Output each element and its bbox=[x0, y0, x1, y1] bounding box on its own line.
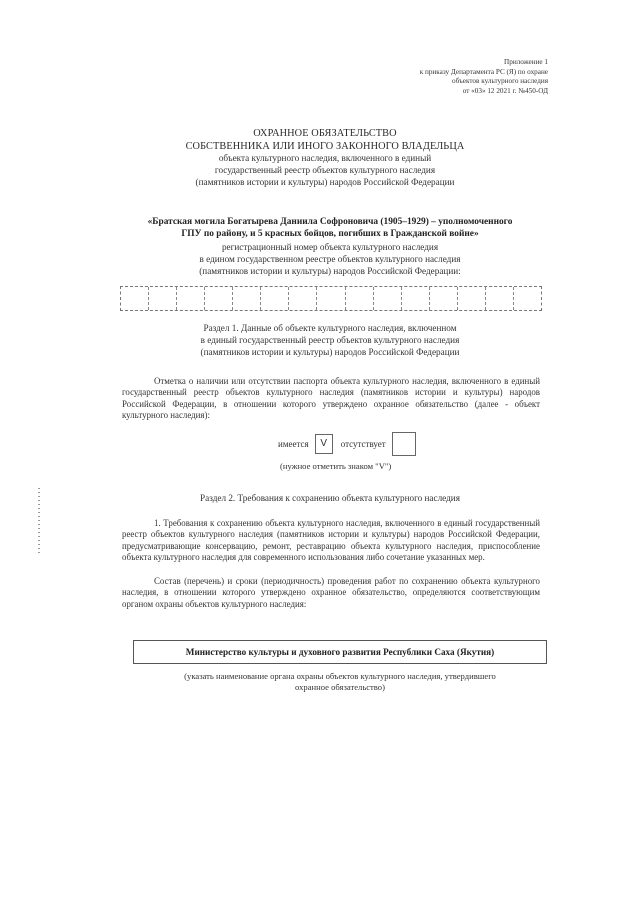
regnum-caption-line: в едином государственном реестре объектов культурного наследия bbox=[199, 253, 461, 264]
title-subtitle-line: государственный реестр объектов культурного наследия bbox=[214, 164, 436, 175]
title-line-1: ОХРАННОЕ ОБЯЗАТЕЛЬСТВО bbox=[253, 128, 397, 139]
appendix-line: Приложение 1 bbox=[504, 58, 548, 66]
regnum-grid bbox=[120, 286, 542, 311]
title-line-2: СОБСТВЕННИКА ИЛИ ИНОГО ЗАКОННОГО ВЛАДЕЛЬЦА bbox=[185, 141, 465, 152]
title-subtitle-line: объекта культурного наследия, включенного в единый bbox=[218, 153, 432, 163]
regnum-cell[interactable] bbox=[261, 287, 289, 310]
regnum-cell[interactable] bbox=[121, 287, 149, 310]
works-paragraph: Состав (перечень) и сроки (периодичность) проведения работ по сохранению объекта культурного наследия, в отношении которого утверждено охранное обязательство, определяются соответствующим органом охраны объектов культурного наследия: bbox=[122, 576, 540, 609]
regnum-cell[interactable] bbox=[458, 287, 486, 310]
object-name-line: ГПУ по району, и 5 красных бойцов, погибших в Гражданской войне» bbox=[181, 229, 479, 240]
regnum-cell[interactable] bbox=[402, 287, 430, 310]
requirements-paragraph: 1. Требования к сохранению объекта культурного наследия, включенного в единый государственный реестр объектов культурного наследия (памятников истории и культуры) народов Российской Федерации, предусматривающие консервацию, ремонт, реставрацию объекта культурного наследия, приспособление объекта культурного наследия для современного использования либо сочетание указанных мер. bbox=[122, 518, 540, 563]
regnum-cell[interactable] bbox=[430, 287, 458, 310]
section-1-heading bbox=[120, 323, 540, 358]
absent-checkbox[interactable] bbox=[392, 432, 416, 456]
appendix-line: объектов культурного наследия bbox=[451, 77, 548, 86]
regnum-cell[interactable] bbox=[205, 287, 233, 310]
margin-mark bbox=[38, 488, 40, 540]
present-label: имеется bbox=[278, 439, 309, 449]
regnum-caption bbox=[120, 242, 540, 277]
regnum-cell[interactable] bbox=[486, 287, 514, 310]
authority-hint-line: (указать наименование органа охраны объектов культурного наследия, утвердившего bbox=[184, 671, 496, 681]
regnum-cell[interactable] bbox=[233, 287, 261, 310]
appendix-line: к приказу Департамента РС (Я) по охране bbox=[419, 67, 548, 76]
mark-hint: (нужное отметить знаком "V") bbox=[280, 461, 392, 471]
document-title bbox=[110, 127, 540, 188]
authority-box: Министерство культуры и духовного развития Республики Саха (Якутия) bbox=[133, 640, 547, 664]
object-name bbox=[120, 216, 540, 241]
margin-mark bbox=[38, 540, 40, 556]
appendix-note bbox=[338, 58, 548, 96]
regnum-cell[interactable] bbox=[289, 287, 317, 310]
regnum-cell[interactable] bbox=[346, 287, 374, 310]
regnum-cell[interactable] bbox=[374, 287, 402, 310]
present-checkbox[interactable]: V bbox=[315, 434, 333, 454]
object-name-line: «Братская могила Богатырева Даниила Софроновича (1905–1929) – уполномоченного bbox=[147, 217, 513, 227]
regnum-caption-line: регистрационный номер объекта культурного наследия bbox=[221, 242, 439, 252]
authority-hint-line: охранное обязательство) bbox=[295, 682, 385, 692]
regnum-cell[interactable] bbox=[177, 287, 205, 310]
regnum-cell[interactable] bbox=[149, 287, 177, 310]
section-1-heading-line: в единый государственный реестр объектов культурного наследия bbox=[200, 334, 460, 345]
regnum-caption-line: (памятников истории и культуры) народов Российской Федерации: bbox=[199, 265, 461, 276]
section-1-heading-line: (памятников истории и культуры) народов Российской Федерации bbox=[200, 346, 460, 357]
section-1-heading-line: Раздел 1. Данные об объекте культурного наследия, включенном bbox=[203, 323, 457, 333]
absent-label: отсутствует bbox=[340, 439, 386, 449]
title-subtitle-line: (памятников истории и культуры) народов Российской Федерации bbox=[195, 176, 455, 187]
passport-check-row bbox=[278, 433, 416, 455]
passport-paragraph: Отметка о наличии или отсутствии паспорта объекта культурного наследия, включенного в единый государственный реестр объектов культурного наследия (памятников истории и культуры) народов Российской Федерации, в отношении которого утверждено охранное обязательство (далее - объект культурного наследия): bbox=[122, 376, 540, 421]
section-2-heading: Раздел 2. Требования к сохранению объекта культурного наследия bbox=[200, 493, 460, 503]
appendix-line: от «03» 12 2021 г. №450-ОД bbox=[462, 86, 548, 95]
regnum-cell[interactable] bbox=[514, 287, 541, 310]
regnum-cell[interactable] bbox=[317, 287, 345, 310]
authority-hint bbox=[130, 671, 550, 693]
